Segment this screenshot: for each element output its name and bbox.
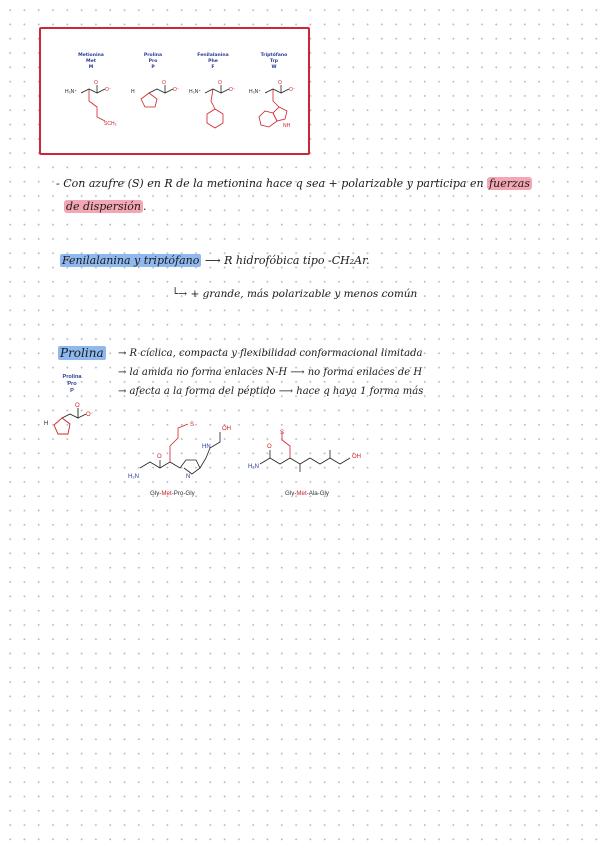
svg-text:OH: OH	[222, 426, 231, 432]
svg-text:H₂N: H₂N	[248, 464, 259, 470]
svg-text:O⁻: O⁻	[86, 412, 94, 418]
prolina-point-1: → R cíclica, compacta y flexibilidad conformacional limitada	[118, 348, 423, 359]
svg-text:O: O	[94, 80, 98, 86]
fenilalanina-structure	[187, 77, 247, 139]
note-phe-trp-sub: └→ + grande, más polarizable y menos común	[172, 288, 418, 300]
svg-text:HN: HN	[202, 444, 211, 450]
svg-text:S: S	[280, 430, 285, 436]
svg-text:O: O	[267, 444, 272, 450]
prolina-point-3: → afecta a la forma del péptido ⟶ hace q haya 1 forma más	[118, 386, 424, 397]
svg-text:H₂N: H₂N	[128, 474, 139, 480]
svg-text:H₃N⁺: H₃N⁺	[249, 89, 261, 95]
triptofano-label: Triptófano Trp W	[260, 53, 288, 70]
peptide-gly-met-ala-gly-structure	[246, 428, 372, 476]
note-azufre-cont: de dispersión .	[66, 200, 147, 213]
svg-text:H₃N⁺: H₃N⁺	[189, 89, 201, 95]
svg-text:NH: NH	[283, 123, 291, 129]
svg-text:O⁻: O⁻	[229, 87, 236, 93]
prolina-structure	[127, 77, 187, 117]
prolina-small-label: Prolina Pro P	[62, 374, 82, 394]
svg-text:O⁻: O⁻	[105, 87, 112, 93]
svg-text:O: O	[278, 80, 282, 86]
prolina-small-structure	[40, 398, 102, 442]
metionina-label: Metionina Met M	[78, 53, 104, 70]
triptofano-structure	[247, 77, 309, 139]
svg-text:O: O	[162, 80, 166, 86]
amino-acid-figure-box	[39, 27, 310, 155]
svg-text:H: H	[131, 89, 135, 95]
svg-text:O: O	[157, 454, 162, 460]
svg-text:N: N	[186, 474, 191, 480]
peptide-2-label: Gly-Met-Ala-Gly	[285, 490, 330, 497]
svg-text:O: O	[218, 80, 222, 86]
prolina-heading: Prolina	[60, 346, 104, 360]
metionina-structure	[63, 77, 123, 131]
svg-text:S: S	[190, 422, 195, 428]
svg-text:H: H	[44, 421, 49, 427]
peptide-gly-met-pro-gly-structure	[126, 418, 236, 482]
note-azufre: - Con azufre (S) en R de la metionina hace q sea + polarizable y participa en fuerzas	[56, 177, 530, 190]
prolina-point-2: → la amida no forma enlaces N-H ⟶ no forma enlaces de H	[118, 367, 423, 378]
peptide-1-label: Gly-Met-Pro-Gly	[150, 490, 195, 497]
svg-text:O⁻: O⁻	[173, 87, 180, 93]
svg-text:O⁻: O⁻	[289, 87, 296, 93]
fenilalanina-label: Fenilalanina Phe F	[197, 53, 229, 70]
prolina-label: Prolina Pro P	[143, 53, 163, 70]
svg-text:SCH₃: SCH₃	[104, 121, 117, 127]
svg-text:H₃N⁺: H₃N⁺	[65, 89, 77, 95]
svg-text:OH: OH	[352, 454, 361, 460]
note-phe-trp: Fenilalanina y triptófano ⟶ R hidrofóbica tipo -CH₂Ar.	[62, 254, 370, 267]
svg-text:O: O	[75, 403, 80, 409]
